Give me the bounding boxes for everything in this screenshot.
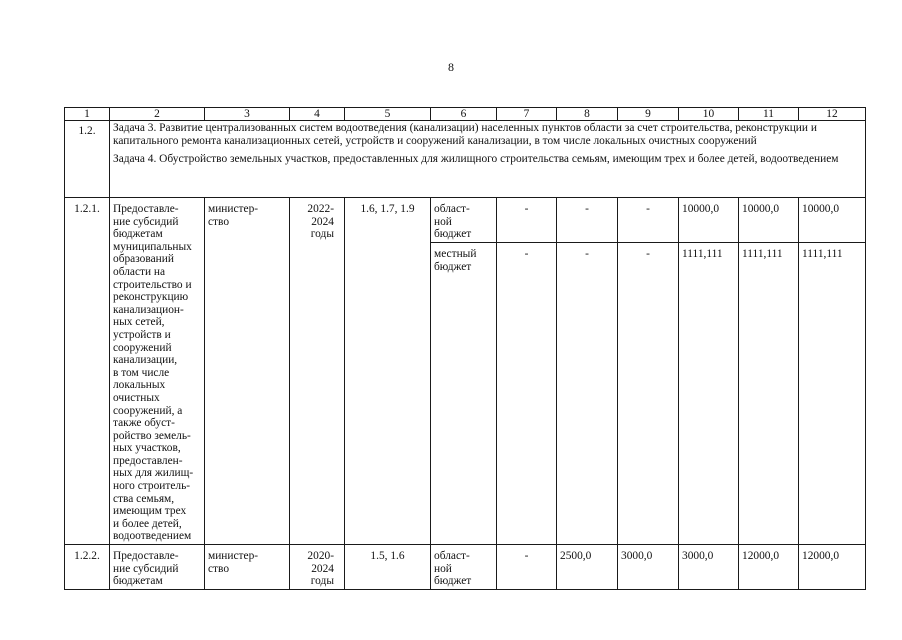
col-num-3: 3 bbox=[205, 108, 290, 121]
column-number-row bbox=[65, 108, 866, 121]
value-cell: 10000,0 bbox=[799, 198, 866, 243]
page-number: 8 bbox=[448, 60, 454, 74]
section-row bbox=[65, 121, 866, 198]
col-num-4: 4 bbox=[290, 108, 345, 121]
task-3-text: Задача 3. Развитие централизованных систем водоотведения (канализации) населенных пунктов области за счет строительства, реконструкции и капитального ремонта канализационных сетей, устройств и сооружений канализации, в том числе локальных очистных сооружений bbox=[113, 122, 817, 147]
col-num-8: 8 bbox=[557, 108, 618, 121]
value-cell: 3000,0 bbox=[679, 545, 739, 590]
funding-source: област- ной бюджет bbox=[431, 198, 497, 243]
value-cell: - bbox=[618, 198, 679, 243]
section-code: 1.2. bbox=[65, 121, 110, 198]
col-num-5: 5 bbox=[345, 108, 431, 121]
row-name: Предоставле- ние субсидий бюджетам муниципальных образований области на строительство и реконструкцию канализацион- ных сетей, устройств и сооружений канализации, в том числе локальных очистных сооружений, а также обуст- ройство земель- ных участков, предоставлен- ных для жилищ- ного строитель- ства семьям, имеющим трех и более детей, водоотведением bbox=[110, 198, 205, 545]
col-num-10: 10 bbox=[679, 108, 739, 121]
value-cell: 3000,0 bbox=[618, 545, 679, 590]
col-num-1: 1 bbox=[65, 108, 110, 121]
value-cell: - bbox=[557, 243, 618, 545]
value-cell: - bbox=[557, 198, 618, 243]
funding-source: област- ной бюджет bbox=[431, 545, 497, 590]
row-period: 2020- 2024 годы bbox=[290, 545, 345, 590]
value-cell: - bbox=[497, 243, 557, 545]
section-tasks bbox=[110, 121, 866, 198]
row-indicators: 1.5, 1.6 bbox=[345, 545, 431, 590]
row-indicators: 1.6, 1.7, 1.9 bbox=[345, 198, 431, 545]
col-num-12: 12 bbox=[799, 108, 866, 121]
row-code: 1.2.1. bbox=[65, 198, 110, 545]
col-num-6: 6 bbox=[431, 108, 497, 121]
value-cell: 10000,0 bbox=[679, 198, 739, 243]
row-executor: министер- ство bbox=[205, 198, 290, 545]
value-cell: 12000,0 bbox=[739, 545, 799, 590]
value-cell: - bbox=[497, 545, 557, 590]
row-code: 1.2.2. bbox=[65, 545, 110, 590]
col-num-7: 7 bbox=[497, 108, 557, 121]
value-cell: - bbox=[618, 243, 679, 545]
value-cell: 1111,111 bbox=[799, 243, 866, 545]
value-cell: - bbox=[497, 198, 557, 243]
value-cell: 12000,0 bbox=[799, 545, 866, 590]
col-num-11: 11 bbox=[739, 108, 799, 121]
program-table bbox=[64, 107, 866, 590]
table-row bbox=[65, 545, 866, 590]
row-name: Предоставле- ние субсидий бюджетам bbox=[110, 545, 205, 590]
value-cell: 1111,111 bbox=[679, 243, 739, 545]
funding-source: местный бюджет bbox=[431, 243, 497, 545]
value-cell: 10000,0 bbox=[739, 198, 799, 243]
col-num-9: 9 bbox=[618, 108, 679, 121]
value-cell: 2500,0 bbox=[557, 545, 618, 590]
value-cell: 1111,111 bbox=[739, 243, 799, 545]
row-executor: министер- ство bbox=[205, 545, 290, 590]
table-row bbox=[65, 198, 866, 243]
row-period: 2022- 2024 годы bbox=[290, 198, 345, 545]
task-4-text: Задача 4. Обустройство земельных участков, предоставленных для жилищного строительства семьям, имеющим трех и более детей, водоотведением bbox=[113, 153, 839, 166]
col-num-2: 2 bbox=[110, 108, 205, 121]
